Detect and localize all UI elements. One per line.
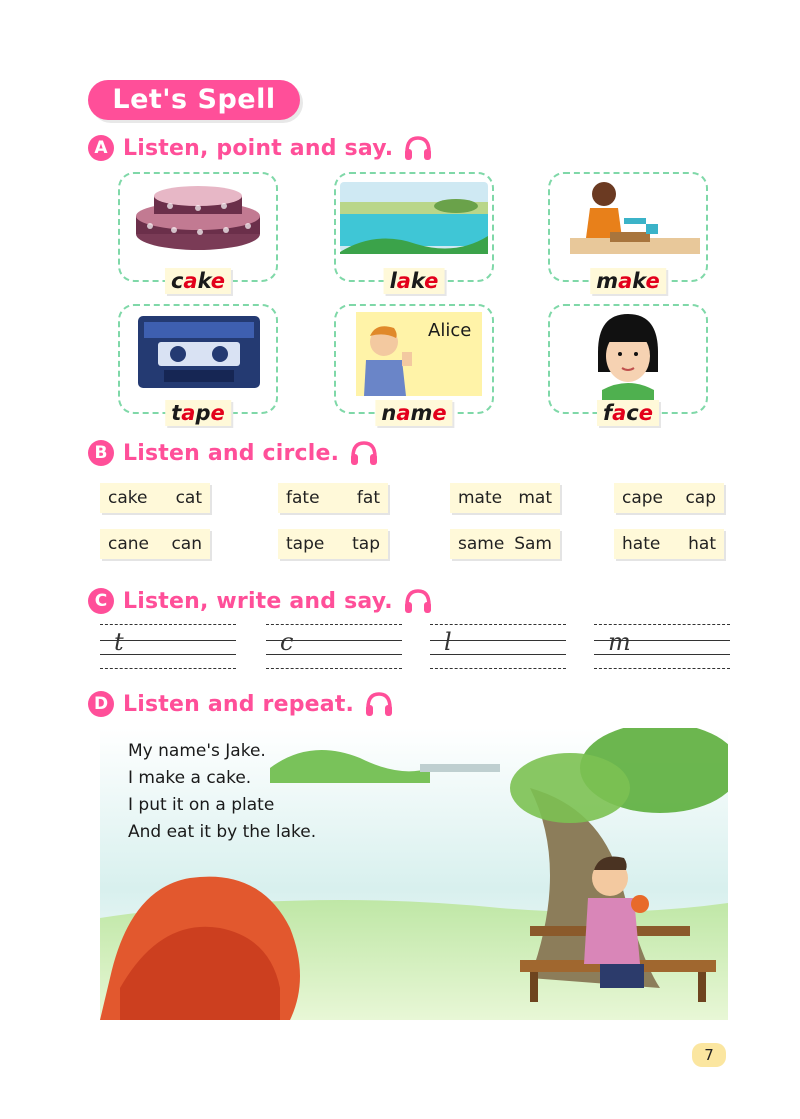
pair-word[interactable]: hate: [622, 534, 661, 554]
pair-word[interactable]: tap: [352, 534, 380, 554]
section-c-title: Listen, write and say.: [123, 588, 393, 614]
boy-making-picture: [550, 174, 706, 280]
headphones-icon[interactable]: [403, 134, 433, 162]
pair-word[interactable]: cap: [685, 488, 716, 508]
pair-word[interactable]: fate: [286, 488, 320, 508]
pair-word[interactable]: same: [458, 534, 505, 554]
section-a-letter: A: [88, 135, 114, 161]
poem-line: My name's Jake.: [128, 741, 266, 761]
word-pair[interactable]: [100, 529, 210, 559]
headphones-icon[interactable]: [403, 587, 433, 615]
poem-line: I make a cake.: [128, 768, 252, 788]
word-pair[interactable]: [278, 529, 388, 559]
cake-picture: [120, 174, 276, 280]
page-number: 7: [692, 1043, 726, 1067]
word-card-cake[interactable]: [118, 172, 278, 293]
word-card-tape[interactable]: [118, 304, 278, 425]
word-card-lake[interactable]: [334, 172, 494, 293]
word-card-name[interactable]: [334, 304, 494, 425]
name-card-text: Alice: [428, 320, 472, 341]
writing-line[interactable]: [594, 622, 730, 670]
headphones-icon[interactable]: [349, 439, 379, 467]
writing-line[interactable]: [430, 622, 566, 670]
word-label-name: name: [375, 400, 452, 426]
writing-line[interactable]: [266, 622, 402, 670]
word-pair[interactable]: [100, 483, 210, 513]
word-pair[interactable]: [450, 529, 560, 559]
word-pair[interactable]: [614, 529, 724, 559]
pair-word[interactable]: tape: [286, 534, 325, 554]
pair-word[interactable]: hat: [688, 534, 716, 554]
word-label-tape: tape: [165, 400, 231, 426]
pair-word[interactable]: mate: [458, 488, 503, 508]
poem-line: I put it on a plate: [128, 795, 275, 815]
word-card-face[interactable]: [548, 304, 708, 425]
section-a-header: [88, 132, 433, 164]
word-pair[interactable]: [614, 483, 724, 513]
girl-face-picture: [550, 306, 706, 412]
poem: [128, 738, 316, 846]
section-c-header: [88, 585, 433, 617]
lake-picture: [336, 174, 492, 280]
section-c-letter: C: [88, 588, 114, 614]
writing-letter: t: [114, 628, 124, 656]
word-label-lake: lake: [384, 268, 445, 294]
pair-word[interactable]: cat: [175, 488, 202, 508]
word-label-cake: cake: [165, 268, 231, 294]
pair-word[interactable]: Sam: [514, 534, 552, 554]
word-card-make[interactable]: [548, 172, 708, 293]
pair-word[interactable]: cane: [108, 534, 149, 554]
pair-word[interactable]: can: [171, 534, 202, 554]
word-label-make: make: [590, 268, 666, 294]
writing-letter: c: [280, 628, 294, 656]
writing-line[interactable]: [100, 622, 236, 670]
section-d-letter: D: [88, 691, 114, 717]
section-b-header: [88, 437, 379, 469]
lesson-title: Let's Spell: [88, 80, 300, 120]
section-b-letter: B: [88, 440, 114, 466]
writing-letter: l: [444, 628, 452, 656]
headphones-icon[interactable]: [364, 690, 394, 718]
cassette-tape-picture: [120, 306, 276, 412]
poem-line: And eat it by the lake.: [128, 822, 317, 842]
pair-word[interactable]: mat: [518, 488, 552, 508]
word-pair[interactable]: [278, 483, 388, 513]
pair-word[interactable]: fat: [356, 488, 380, 508]
word-label-face: face: [597, 400, 659, 426]
pair-word[interactable]: cape: [622, 488, 664, 508]
writing-letter: m: [608, 628, 631, 656]
section-a-title: Listen, point and say.: [123, 135, 394, 161]
section-d-title: Listen and repeat.: [123, 691, 355, 717]
section-b-title: Listen and circle.: [123, 440, 340, 466]
section-d-header: [88, 688, 394, 720]
word-pair[interactable]: [450, 483, 560, 513]
pair-word[interactable]: cake: [108, 488, 148, 508]
